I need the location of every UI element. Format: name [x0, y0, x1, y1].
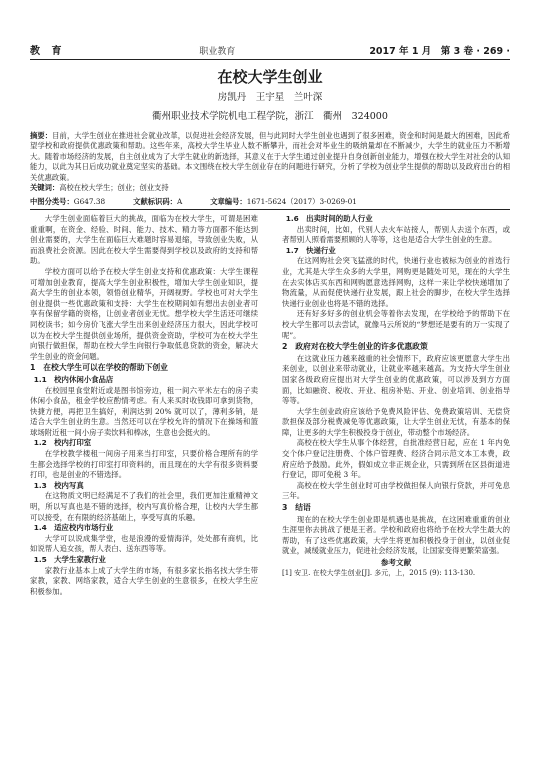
- body-paragraph: 在这就业压力越来越重的社会情形下，政府应该更愿意大学生出来创业，以创业来带动就业，让就业率越来越高。为支持大学生创业国家各级政府应提出对大学生创业的优惠政策，可以涉及到方方面面，比如融资、税收、开业、租房补贴、开业、创业培训、创业指导等等。: [282, 353, 510, 406]
- running-head: [30, 41, 510, 60]
- document-code: [133, 197, 182, 207]
- subsection-heading: 1.2 校内打印室: [33, 438, 92, 448]
- article-authors: 房凯丹 王宇星 兰叶深: [217, 92, 323, 103]
- clc-value: G647.38: [73, 197, 106, 206]
- section-name: 职业教育: [199, 47, 236, 57]
- classification-line: [30, 197, 510, 209]
- issue-info: 2017 年 1 月 第 3 卷 · 269 ·: [369, 46, 510, 57]
- body-paragraph: 家教行业基本上成了大学生的市场，有很多家长指名找大学生带家教，家教、网络家教，适合大学生创业的生意很多，在校大学生应积极参加。: [30, 565, 258, 596]
- abstract: [30, 131, 510, 193]
- body-column-right: [282, 214, 510, 578]
- reference-item: [1] 安卫. 在校大学生创业[J]. 多元，上，2015 (9): 113-130.: [282, 568, 476, 577]
- code-label: 文献标识码：: [133, 197, 177, 206]
- subsection-heading: 1.7 快递行业: [285, 245, 336, 255]
- article-affiliation: 衢州职业技术学院机电工程学院，浙江 衢州 324000: [152, 111, 388, 122]
- body-paragraph: 大学生创业面临着巨大的挑战，面临为在校大学生，可谓是困难重重啊，在资金、经验、时间、能力、技术、精力等方面都不能达到创业需要的，大学生在面临巨大难题时容易退缩，导致创业失败，从而浪费社会资源。因此在校大学生需要得到学校以及政府的支持和帮助。: [30, 214, 258, 266]
- id-label: 文章编号：: [210, 197, 247, 206]
- body-column-left: [30, 214, 258, 597]
- id-value: 1671-5624（2017）3-0269-01: [246, 197, 357, 206]
- section-heading: 3 结语: [282, 503, 311, 513]
- body-paragraph: 学校方面可以给予在校大学生创业支持和优惠政策：大学生课程可增加创业教育，提高大学生创业积极性，增加大学生创业知识，提高大学生的创业本领，领悟创业精华，开阔视野。学校也可对大学生创业提供一些优惠政策和支持：大学生在校期间如有想出去创业者可享有保留学籍的资格，让创业者创业无忧。想学校大学生活还可继续同校读书；如今房价飞涨大学生出来创业经济压力很大，因此学校可以为在校大学生提供创业场所，提供资金资助，学校可为在校大学生向银行做担保，帮助在校大学生向银行争取低息贷款的资金，解决大学生创业的资金问题。: [30, 266, 258, 361]
- section-heading: 1 在校大学生可以在学校的帮助下创业: [30, 363, 168, 373]
- keywords-label: 关键词：: [30, 183, 60, 193]
- body-paragraph: 高校在校大学生创业时可由学校做担保人向银行贷款，并可免息三年。: [282, 480, 510, 501]
- body-paragraph: 高校在校大学生从事个体经营，自批准经营日起，应在 1 年内免交个体户登记注册费、个体户管理费、经济合同示范文本工本费，政府应给予鼓励。此外，假如成立非正规企业，只需到所在区县街道进行登记，即可免税 3 年。: [282, 438, 510, 480]
- body-paragraph: 大学可以说成集学堂，也是浪漫的爱情海洋，处处都有商机，比如说帮人追女孩，帮人表白、送东西等等。: [30, 533, 258, 554]
- body-paragraph: 在学校教学楼租一间房子用来当打印室，只要价格合理所有的学生都会选择学校的打印室打印资料的，而且现在的大学有很多资料要打印，也是创业的不错选择。: [30, 449, 258, 480]
- subsection-heading: 1.1 校内休闲小食品店: [33, 374, 114, 384]
- abstract-label: 摘要：: [30, 131, 53, 140]
- clc-number: [30, 197, 105, 207]
- body-paragraph: 在这网购社会突飞猛涨的时代，快递行业也被标为创业的首选行业，尤其是大学生众多的大学里，网购更是随处可见，现在的大学生在去实体店买东西和网购愿意选择网购，这样一来让学校快递增加了物流量，从而促使快递行业发展，跟上社会的脚步，在校大学生选择快递行业创业也将是不错的选择。: [282, 256, 510, 308]
- body-paragraph: 现在的在校大学生创业即是机遇也是挑战，在这困难重重的创业生涯里你去挑战了便是王者。学校和政府也将给予在校大学生最大的帮助，有了这些优惠政策，大学生将更加积极投身于创业，以创业促就业，减缓就业压力，促进社会经济发展，让国家变得更繁荣富强。: [282, 514, 510, 556]
- subsection-heading: 1.6 出卖时间的助人行业: [285, 214, 373, 223]
- article-id: [210, 197, 357, 207]
- subsection-heading: 1.3 校内写真: [33, 480, 84, 490]
- article-title: 在校大学生创业: [217, 68, 323, 86]
- subsection-heading: 1.4 适应校内市场行业: [33, 523, 114, 533]
- subsection-heading: 1.5 大学生家教行业: [33, 555, 106, 564]
- body-paragraph: 在这物质文明已经满足不了我们的社会里，我们更加注重精神文明，所以写真也是不错的选择，校内写真价格合理，让校内大学生都可以接受，在有限的经济基础上，享受写真的乐趣。: [30, 491, 258, 522]
- code-value: A: [176, 197, 183, 206]
- keywords-text: 高校在校大学生；创业；创业支持: [59, 183, 169, 193]
- references-heading: 参考文献: [380, 558, 412, 567]
- journal-name: 教 育: [30, 46, 66, 57]
- body-paragraph: 在校园里食堂附近或是图书馆旁边，租一间六平米左右的房子卖休闲小食品，租金学校应酌情考虑。有人来买时收钱即可拿到货物，快捷方便，再把卫生搞好，利润达到 20% 就可以了，薄利多销，是适合大学生创业的生意。当然还可以在学校允许的情况下在操场和篮球场附近租一间小房子卖饮料和棒冰，生意也会挺火的。: [30, 385, 258, 437]
- body-paragraph: 还有好多好多的创业机会等着你去发现，在学校给予的帮助下在校大学生都可以去尝试，就像马云所说的“梦想还是要有的万一实现了呢”。: [282, 309, 510, 340]
- section-heading: 2 政府对在校大学生创业的许多优惠政策: [282, 342, 428, 352]
- header-rule: [30, 209, 510, 210]
- clc-label: 中图分类号：: [30, 197, 74, 206]
- abstract-text: 目前，大学生创业在推进社会就业改革，以促进社会经济发展，但与此同时大学生创业也遇到了很多困难，资金和时间是最大的困难，因此希望学校和政府提供优惠政策和帮助。这些年来，高校大学生毕业人数不断攀升，而社会对毕业生的吸纳量却在不断减少，大学生的就业压力不断增大。随着市场经济的发展，自主创业成为了大学生就业的新选择，其意义在于大学生通过创业提升自身创新创业能力，增强在校大学生对社会的认知能力，以此为其日后成功就业奠定坚实的基础。本文围绕在校大学生创业存在的问题进行研究，分析了学校为创业学生提供的帮助以及政府出台的相关优惠政策。: [30, 131, 511, 182]
- body-paragraph: 大学生创业政府应该给予免费风险评估、免费政策培训、无偿贷款担保及部分税费减免等优惠政策，让大学生创业无忧，有基本的保障，让更多的大学生积极投身于创业，带动整个市场经济。: [282, 406, 510, 437]
- body-paragraph: 出卖时间，比如，代别人去火车站接人，帮别人去送个东西，或者帮别人照看需要照顾的人等等，这也是适合大学生创业的生意。: [282, 224, 510, 245]
